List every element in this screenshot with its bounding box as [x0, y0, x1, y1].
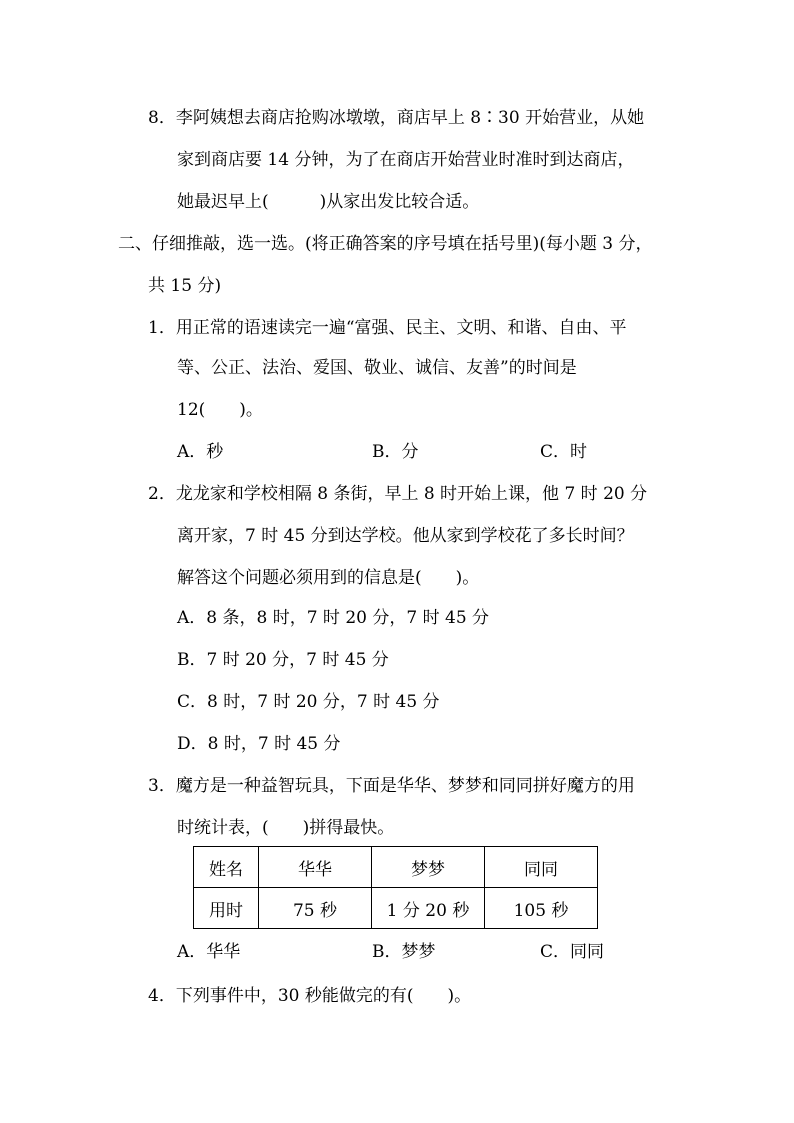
q3-option-b: B．梦梦 [372, 942, 436, 962]
table-cell: 用时 [194, 888, 259, 929]
q2-line-2: 离开家，7 时 45 分到达学校。他从家到学校花了多长时间？ [177, 526, 634, 546]
q4-line-1: 4．下列事件中，30 秒能做完的有( )。 [148, 986, 472, 1006]
q1-line-3: 12( )。 [177, 400, 263, 420]
q1-option-b: B．分 [372, 442, 419, 462]
q2-option-d: D．8 时，7 时 45 分 [177, 734, 341, 754]
section-heading-line-2: 共 15 分) [148, 276, 222, 296]
q3-option-c: C．同同 [540, 942, 605, 962]
table-cell: 梦梦 [372, 847, 485, 888]
q2-line-1: 2．龙龙家和学校相隔 8 条街，早上 8 时开始上课，他 7 时 20 分 [148, 484, 648, 504]
q3-line-2: 时统计表，( )拼得最快。 [177, 818, 395, 838]
q2-option-b: B．7 时 20 分，7 时 45 分 [177, 650, 389, 670]
q8-line-3: 她最迟早上( )从家出发比较合适。 [177, 192, 480, 212]
table-cell: 华华 [259, 847, 372, 888]
table-cell: 105 秒 [485, 888, 598, 929]
q3-option-a: A．华华 [177, 942, 241, 962]
section-heading-line-1: 二、仔细推敲，选一选。(将正确答案的序号填在括号里)(每小题 3 分， [118, 234, 653, 254]
time-stats-table [193, 846, 598, 929]
q1-option-a: A．秒 [177, 442, 224, 462]
table-cell: 1 分 20 秒 [372, 888, 485, 929]
q2-line-3: 解答这个问题必须用到的信息是( )。 [177, 568, 480, 588]
q3-line-1: 3．魔方是一种益智玩具，下面是华华、梦梦和同同拼好魔方的用 [148, 776, 635, 796]
q2-option-c: C．8 时，7 时 20 分，7 时 45 分 [177, 692, 440, 712]
q2-option-a: A．8 条，8 时，7 时 20 分，7 时 45 分 [177, 608, 490, 628]
table-cell: 同同 [485, 847, 598, 888]
table-row [194, 888, 598, 929]
q1-line-1: 1．用正常的语速读完一遍“富强、民主、文明、和谐、自由、平 [148, 318, 627, 338]
q1-line-2: 等、公正、法治、爱国、敬业、诚信、友善”的时间是 [177, 358, 577, 378]
table-cell: 姓名 [194, 847, 259, 888]
table-cell: 75 秒 [259, 888, 372, 929]
q1-option-c: C．时 [540, 442, 588, 462]
q8-line-2: 家到商店要 14 分钟，为了在商店开始营业时准时到达商店， [177, 150, 635, 170]
table-header-row [194, 847, 598, 888]
q8-line-1: 8．李阿姨想去商店抢购冰墩墩，商店早上 8∶30 开始营业，从她 [148, 108, 645, 128]
